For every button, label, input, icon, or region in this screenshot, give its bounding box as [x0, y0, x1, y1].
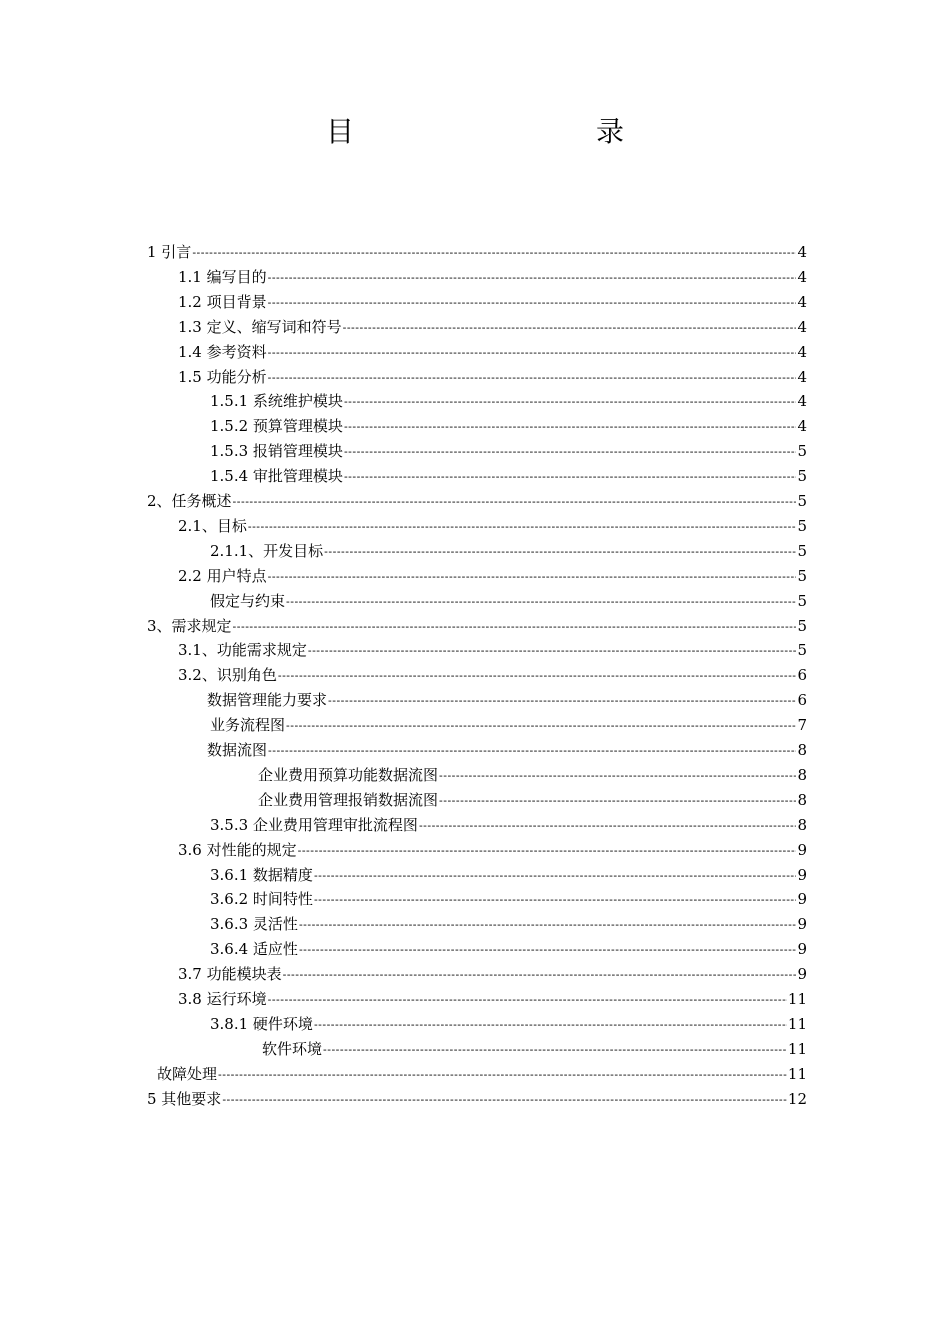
toc-dot-leader	[268, 987, 787, 1012]
toc-dot-leader	[323, 1037, 787, 1062]
toc-entry-label: 2、任务概述	[147, 492, 232, 510]
toc-dot-leader	[308, 638, 797, 663]
toc-dot-leader	[298, 838, 797, 863]
toc-entry[interactable]	[178, 365, 807, 390]
toc-entry-page-number: 4	[797, 367, 807, 386]
toc-entry-label: 3.8 运行环境	[178, 990, 267, 1008]
toc-entry[interactable]	[178, 265, 807, 290]
toc-entry[interactable]	[258, 763, 807, 788]
toc-entry-page-number: 11	[787, 1064, 807, 1083]
toc-dot-leader	[344, 414, 797, 439]
toc-dot-leader	[343, 315, 797, 340]
toc-dot-leader	[286, 713, 796, 738]
toc-entry-page-number: 5	[797, 516, 807, 535]
toc-entry-page-number: 5	[797, 566, 807, 585]
toc-entry[interactable]	[210, 887, 807, 912]
toc-entry-page-number: 4	[797, 292, 807, 311]
toc-entry[interactable]	[178, 315, 807, 340]
toc-entry[interactable]	[178, 564, 807, 589]
toc-entry-page-number: 5	[797, 591, 807, 610]
toc-entry-page-number: 4	[797, 317, 807, 336]
toc-dot-leader	[299, 912, 797, 937]
toc-entry-label: 2.2 用户特点	[178, 566, 267, 585]
toc-dot-leader	[233, 614, 797, 639]
toc-entry-label: 3.7 功能模块表	[178, 965, 282, 984]
toc-dot-leader	[268, 365, 797, 390]
toc-entry[interactable]	[210, 414, 807, 439]
toc-entry[interactable]	[210, 813, 807, 838]
toc-dot-leader	[299, 937, 797, 962]
toc-entry-label: 3、需求规定	[147, 616, 232, 635]
toc-dot-leader	[233, 489, 797, 514]
toc-dot-leader	[344, 389, 797, 414]
toc-entry[interactable]	[210, 589, 807, 614]
toc-entry-page-number: 11	[787, 1039, 807, 1058]
toc-entry-label: 3.6.4 适应性	[210, 940, 298, 959]
toc-entry-label: 企业费用管理报销数据流图	[258, 790, 439, 809]
toc-entry[interactable]	[210, 863, 807, 888]
toc-entry-label: 故障处理	[157, 1064, 218, 1083]
toc-entry-page-number: 5	[797, 442, 807, 461]
toc-entry-label: 3.6.1 数据精度	[210, 865, 313, 884]
toc-entry-label: 1.1 编写目的	[178, 267, 267, 286]
toc-entry-page-number: 6	[797, 666, 807, 685]
toc-entry-page-number: 5	[797, 616, 807, 635]
toc-entry[interactable]	[178, 290, 807, 315]
toc-entry-label: 3.8.1 硬件环境	[210, 1014, 313, 1033]
toc-dot-leader	[192, 240, 796, 265]
toc-entry-page-number: 11	[787, 990, 807, 1008]
toc-entry-label: 5 其他要求	[147, 1089, 222, 1108]
toc-entry-page-number: 8	[797, 765, 807, 784]
toc-entry-label: 2.1、目标	[178, 516, 247, 535]
toc-entry[interactable]	[258, 788, 807, 813]
toc-dot-leader	[286, 589, 796, 614]
toc-entry[interactable]	[147, 489, 807, 514]
toc-dot-leader	[314, 1012, 787, 1037]
toc-dot-leader	[278, 663, 797, 688]
toc-entry-label: 1 引言	[147, 243, 192, 261]
toc-dot-leader	[268, 340, 797, 365]
toc-entry[interactable]	[147, 1087, 807, 1112]
toc-entry[interactable]	[178, 638, 807, 663]
toc-entry[interactable]	[178, 987, 807, 1012]
toc-entry-label: 企业费用预算功能数据流图	[258, 765, 439, 784]
toc-dot-leader	[268, 290, 797, 315]
toc-entry[interactable]	[157, 1062, 807, 1087]
toc-entry-page-number: 4	[797, 342, 807, 361]
toc-entry-page-number: 4	[797, 267, 807, 286]
toc-entry-page-number: 9	[797, 840, 807, 859]
toc-entry-label: 软件环境	[262, 1039, 323, 1058]
toc-dot-leader	[268, 564, 797, 589]
toc-entry[interactable]	[210, 1012, 807, 1037]
toc-entry-page-number: 5	[797, 641, 807, 660]
toc-dot-leader	[268, 265, 797, 290]
toc-entry[interactable]	[210, 937, 807, 962]
toc-dot-leader	[283, 962, 797, 987]
toc-entry[interactable]	[210, 539, 807, 564]
toc-dot-leader	[222, 1087, 787, 1112]
toc-entry-label: 数据流图	[207, 741, 268, 759]
page-title: 目 录	[325, 115, 686, 148]
toc-entry[interactable]	[210, 713, 807, 738]
toc-entry-label: 2.1.1、开发目标	[210, 541, 324, 560]
toc-entry-label: 1.5.2 预算管理模块	[210, 417, 343, 436]
toc-entry-label: 3.6 对性能的规定	[178, 840, 297, 859]
toc-entry[interactable]	[207, 738, 807, 763]
toc-dot-leader	[218, 1062, 787, 1087]
toc-entry[interactable]	[262, 1037, 807, 1062]
toc-entry-page-number: 9	[797, 865, 807, 884]
toc-entry-page-number: 11	[787, 1014, 807, 1033]
toc-entry-page-number: 4	[797, 417, 807, 436]
toc-entry-page-number: 12	[787, 1089, 807, 1108]
toc-entry[interactable]	[210, 439, 807, 464]
toc-entry-label: 1.4 参考资料	[178, 342, 267, 361]
toc-entry-label: 假定与约束	[210, 591, 286, 610]
toc-entry[interactable]	[210, 912, 807, 937]
toc-dot-leader	[439, 788, 796, 813]
toc-entry-label: 1.5.3 报销管理模块	[210, 442, 343, 461]
toc-entry-label: 3.5.3 企业费用管理审批流程图	[210, 815, 418, 834]
toc-dot-leader	[344, 439, 797, 464]
toc-entry-page-number: 5	[797, 467, 807, 486]
toc-entry[interactable]	[178, 514, 807, 539]
toc-entry-page-number: 9	[797, 890, 807, 909]
toc-dot-leader	[314, 863, 797, 888]
toc-entry[interactable]	[210, 389, 807, 414]
toc-entry[interactable]	[210, 464, 807, 489]
toc-entry[interactable]	[178, 838, 807, 863]
toc-entry[interactable]	[178, 962, 807, 987]
toc-entry[interactable]	[178, 340, 807, 365]
toc-entry-page-number: 9	[797, 965, 807, 984]
toc-entry-page-number: 4	[797, 243, 807, 261]
toc-dot-leader	[248, 514, 797, 539]
toc-entry-page-number: 5	[797, 541, 807, 560]
toc-dot-leader	[419, 813, 797, 838]
toc-entry-label: 1.2 项目背景	[178, 292, 267, 311]
toc-entry-label: 3.6.3 灵活性	[210, 915, 298, 934]
toc-entry-page-number: 9	[797, 940, 807, 959]
toc-entry[interactable]	[147, 614, 807, 639]
toc-dot-leader	[268, 738, 796, 763]
toc-entry-page-number: 8	[797, 815, 807, 834]
toc-entry[interactable]	[147, 240, 807, 265]
toc-entry-label: 3.2、识别角色	[178, 666, 277, 685]
toc-dot-leader	[328, 688, 796, 713]
toc-entry-label: 1.5.1 系统维护模块	[210, 392, 343, 411]
toc-entry-page-number: 5	[797, 492, 807, 510]
toc-entry[interactable]	[178, 663, 807, 688]
toc-entry-page-number: 7	[797, 716, 807, 735]
toc-dot-leader	[324, 539, 796, 564]
toc-entry-label: 3.1、功能需求规定	[178, 641, 307, 660]
toc-entry-page-number: 8	[797, 790, 807, 809]
toc-entry-page-number: 6	[797, 691, 807, 710]
toc-dot-leader	[439, 763, 796, 788]
toc-entry-label: 1.3 定义、缩写词和符号	[178, 317, 342, 336]
toc-entry-label: 1.5 功能分析	[178, 367, 267, 386]
toc-entry-page-number: 9	[797, 915, 807, 934]
toc-dot-leader	[344, 464, 797, 489]
toc-entry-page-number: 8	[797, 741, 807, 759]
toc-dot-leader	[314, 887, 797, 912]
toc-entry-label: 数据管理能力要求	[207, 691, 328, 710]
toc-entry-label: 1.5.4 审批管理模块	[210, 467, 343, 486]
toc-entry-label: 3.6.2 时间特性	[210, 890, 313, 909]
toc-entry[interactable]	[207, 688, 807, 713]
toc-entry-label: 业务流程图	[210, 716, 286, 735]
toc-entry-page-number: 4	[797, 392, 807, 411]
